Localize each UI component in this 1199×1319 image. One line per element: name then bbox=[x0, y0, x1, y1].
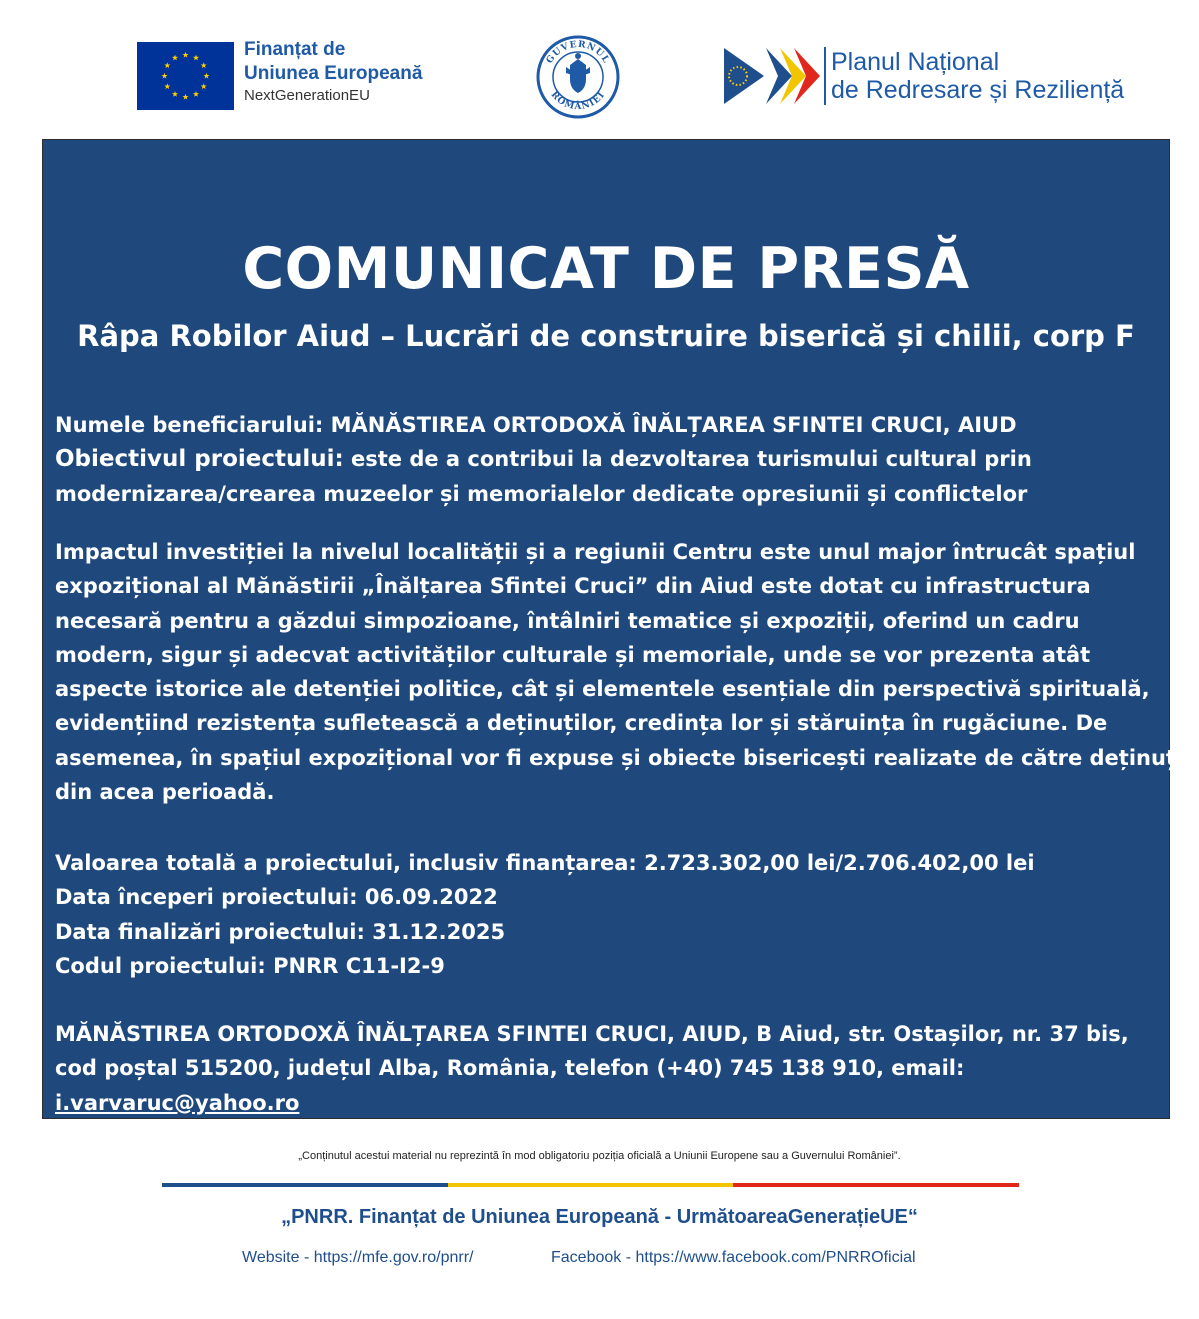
eu-line3: NextGenerationEU bbox=[244, 87, 370, 104]
eu-line1: Finanțat de bbox=[244, 39, 346, 60]
pnrr-divider bbox=[824, 47, 826, 105]
romanian-government-seal-icon bbox=[536, 35, 620, 119]
objective-label: Obiectivul proiectului: bbox=[55, 446, 344, 473]
tricolor-red bbox=[733, 1183, 1019, 1187]
tricolor-blue bbox=[162, 1183, 448, 1187]
disclaimer-text: „Conținutul acestui material nu reprezintă în mod obligatoriu poziția oficială a Uniunii Europene sau a Guvernului României”. bbox=[298, 1150, 901, 1162]
website-link[interactable]: Website - https://mfe.gov.ro/pnrr/ bbox=[242, 1249, 474, 1266]
impact-line: Impactul investiției la nivelul localității și a regiunii Centru este unul major întrucât spațiul bbox=[55, 540, 1136, 564]
impact-line: necesară pentru a găzdui simpozioane, întâlniri tematice și expoziții, oferind un cadru bbox=[55, 608, 1080, 633]
contact-address: MĂNĂSTIREA ORTODOXĂ ÎNĂLȚAREA SFINTEI CRUCI, AIUD, B Aiud, str. Ostașilor, nr. 37 bis, bbox=[55, 1022, 1129, 1046]
impact-line: expozițional al Mănăstirii „Înălțarea Sfintei Cruci” din Aiud este dotat cu infrastructura bbox=[55, 574, 1091, 599]
pnrr-arrows-icon bbox=[724, 46, 822, 106]
impact-line: asemenea, în spațiul expozițional vor fi expuse și obiecte bisericești realizate de către deținuții bbox=[55, 745, 1191, 770]
objective-text-2: modernizarea/crearea muzeelor și memorialelor dedicate opresiunii și conflictelor bbox=[55, 481, 1028, 506]
objective-text-1: este de a contribui la dezvoltarea turismului cultural prin bbox=[343, 447, 1032, 472]
project-end-date: Data finalizări proiectului: 31.12.2025 bbox=[55, 919, 506, 944]
contact-info bbox=[55, 1017, 1165, 1120]
pnrr-title bbox=[831, 50, 1124, 106]
impact-line: modern, sigur și adecvat activităților culturale și memoriale, unde se vor prezenta atât bbox=[55, 642, 1091, 667]
facebook-link[interactable]: Facebook - https://www.facebook.com/PNRROficial bbox=[551, 1249, 916, 1266]
pnrr-line2: de Redresare și Reziliență bbox=[831, 76, 1125, 104]
objective-line bbox=[55, 442, 1165, 476]
project-code: Codul proiectului: PNRR C11-I2-9 bbox=[55, 953, 445, 978]
tricolor-yellow bbox=[448, 1183, 734, 1187]
project-value: Valoarea totală a proiectului, inclusiv finanțarea: 2.723.302,00 lei/2.706.402,00 lei bbox=[55, 851, 1035, 875]
project-summary bbox=[55, 408, 1165, 511]
pnrr-line1: Planul Național bbox=[831, 48, 1000, 76]
seal-bottom-text: ROMÂNIEI bbox=[548, 89, 608, 113]
project-details bbox=[55, 846, 1165, 983]
page-title: COMUNICAT DE PRESĂ bbox=[242, 236, 970, 302]
project-start-date: Data începeri proiectului: 06.09.2022 bbox=[55, 885, 498, 910]
pnrr-slogan: „PNRR. Finanțat de Uniunea Europeană - UrmătoareaGenerațieUE“ bbox=[281, 1206, 918, 1228]
eu-flag-icon bbox=[137, 42, 234, 110]
project-subtitle: Râpa Robilor Aiud – Lucrări de construire biserică și chilii, corp F bbox=[77, 319, 1135, 353]
impact-line: evidențiind rezistența sufletească a deținuților, credința lor și stăruința în rugăciune. De bbox=[55, 711, 1108, 736]
impact-paragraph bbox=[55, 535, 1191, 809]
press-release-panel bbox=[42, 139, 1191, 1119]
beneficiary-line: Numele beneficiarului: MĂNĂSTIREA ORTODOXĂ ÎNĂLȚAREA SFINTEI CRUCI, AIUD bbox=[55, 413, 1017, 437]
impact-line: aspecte istorice ale detenției politice, cât și elementele esențiale din perspectivă spirituală, bbox=[55, 677, 1150, 702]
email-link[interactable]: i.varvaruc@yahoo.ro bbox=[55, 1090, 300, 1115]
contact-phone: cod poștal 515200, județul Alba, România, telefon (+40) 745 138 910, email: bbox=[55, 1056, 965, 1081]
seal-top-text: GUVERNUL bbox=[544, 39, 612, 66]
tricolor-divider bbox=[162, 1183, 1019, 1187]
impact-line: din acea perioadă. bbox=[55, 780, 275, 805]
eu-funding-text bbox=[244, 40, 422, 103]
eu-line2: Uniunea Europeană bbox=[244, 63, 423, 84]
